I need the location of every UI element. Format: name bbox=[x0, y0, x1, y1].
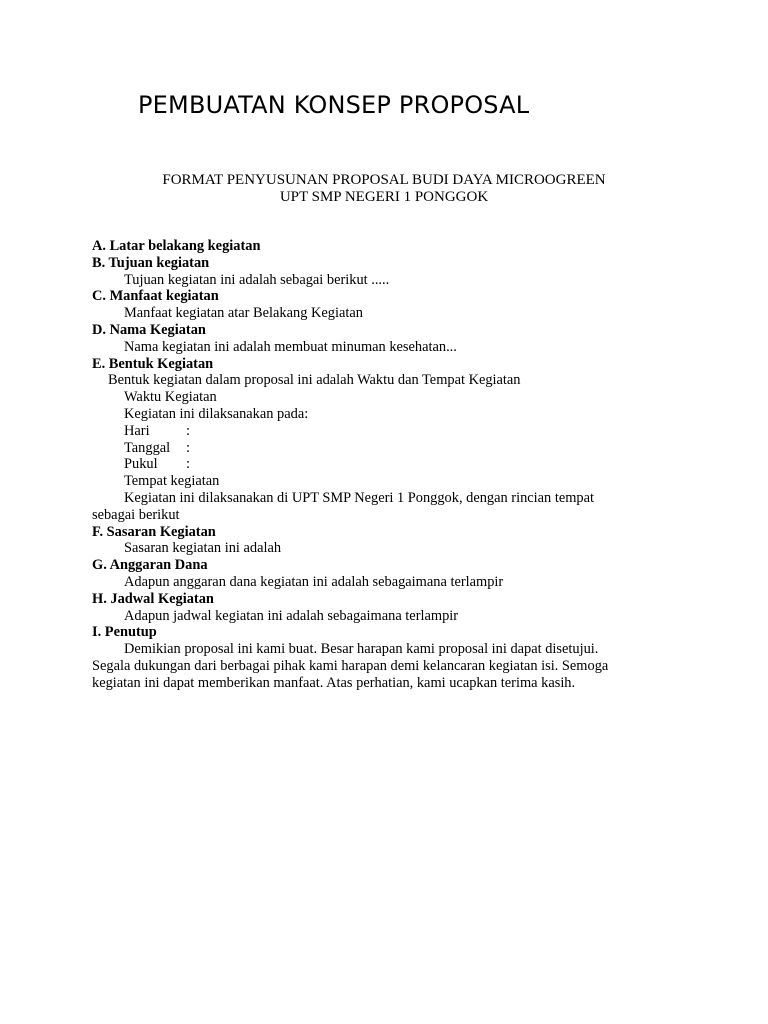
section-f-heading: F. Sasaran Kegiatan bbox=[92, 523, 216, 540]
section-g-heading: G. Anggaran Dana bbox=[92, 557, 208, 574]
section-b-body: Tujuan kegiatan ini adalah sebagai berikut ..... bbox=[124, 271, 390, 288]
field-hari-sep: : bbox=[186, 422, 190, 439]
section-c-body: Manfaat kegiatan atar Belakang Kegiatan bbox=[124, 305, 363, 322]
field-pukul-sep: : bbox=[186, 456, 190, 473]
format-heading bbox=[0, 172, 768, 206]
field-hari bbox=[92, 423, 652, 440]
section-h-heading: H. Jadwal Kegiatan bbox=[92, 590, 214, 607]
section-c-heading: C. Manfaat kegiatan bbox=[92, 288, 219, 305]
field-hari-label: Hari bbox=[124, 422, 150, 439]
field-pukul-label: Pukul bbox=[124, 456, 158, 473]
section-e-tempat-body-line1: Kegiatan ini dilaksanakan di UPT SMP Negeri 1 Ponggok, dengan rincian tempat bbox=[124, 489, 595, 506]
field-tanggal-label: Tanggal bbox=[124, 439, 171, 456]
section-a-heading: A. Latar belakang kegiatan bbox=[92, 238, 261, 254]
section-d-heading: D. Nama Kegiatan bbox=[92, 321, 206, 338]
section-f-body: Sasaran kegiatan ini adalah bbox=[124, 540, 282, 557]
section-e-tempat-body-line2: sebagai berikut bbox=[92, 506, 180, 523]
format-heading-line1: FORMAT PENYUSUNAN PROPOSAL BUDI DAYA MICROOGREEN bbox=[162, 172, 606, 188]
field-tanggal-sep: : bbox=[186, 439, 190, 456]
field-pukul bbox=[92, 456, 652, 473]
section-e-intro: Bentuk kegiatan dalam proposal ini adalah Waktu dan Tempat Kegiatan bbox=[108, 372, 521, 389]
section-d-body: Nama kegiatan ini adalah membuat minuman kesehatan... bbox=[124, 338, 457, 355]
section-e-dilaksanakan: Kegiatan ini dilaksanakan pada: bbox=[124, 405, 309, 422]
proposal-content bbox=[92, 238, 652, 692]
section-e-heading: E. Bentuk Kegiatan bbox=[92, 355, 214, 372]
page-title: PEMBUATAN KONSEP PROPOSAL bbox=[138, 91, 530, 119]
section-i-body: Demikian proposal ini kami buat. Besar harapan kami proposal ini dapat disetujui. Segala dukungan dari berbagai pihak kami harapan demi kelancaran kegiatan isi. Semoga kegiatan ini dapat memberikan manfaat. Atas perhatian, kami ucapkan terima kasih. bbox=[92, 641, 609, 691]
section-i-heading: I. Penutup bbox=[92, 624, 157, 641]
field-tanggal bbox=[92, 440, 652, 457]
format-heading-line2: UPT SMP NEGERI 1 PONGGOK bbox=[279, 189, 489, 205]
section-h-body: Adapun jadwal kegiatan ini adalah sebagaimana terlampir bbox=[124, 607, 459, 624]
section-e-tempat-label: Tempat kegiatan bbox=[124, 473, 220, 490]
section-g-body: Adapun anggaran dana kegiatan ini adalah sebagaimana terlampir bbox=[124, 573, 504, 590]
section-b-heading: B. Tujuan kegiatan bbox=[92, 254, 210, 271]
section-e-waktu-label: Waktu Kegiatan bbox=[124, 389, 217, 406]
